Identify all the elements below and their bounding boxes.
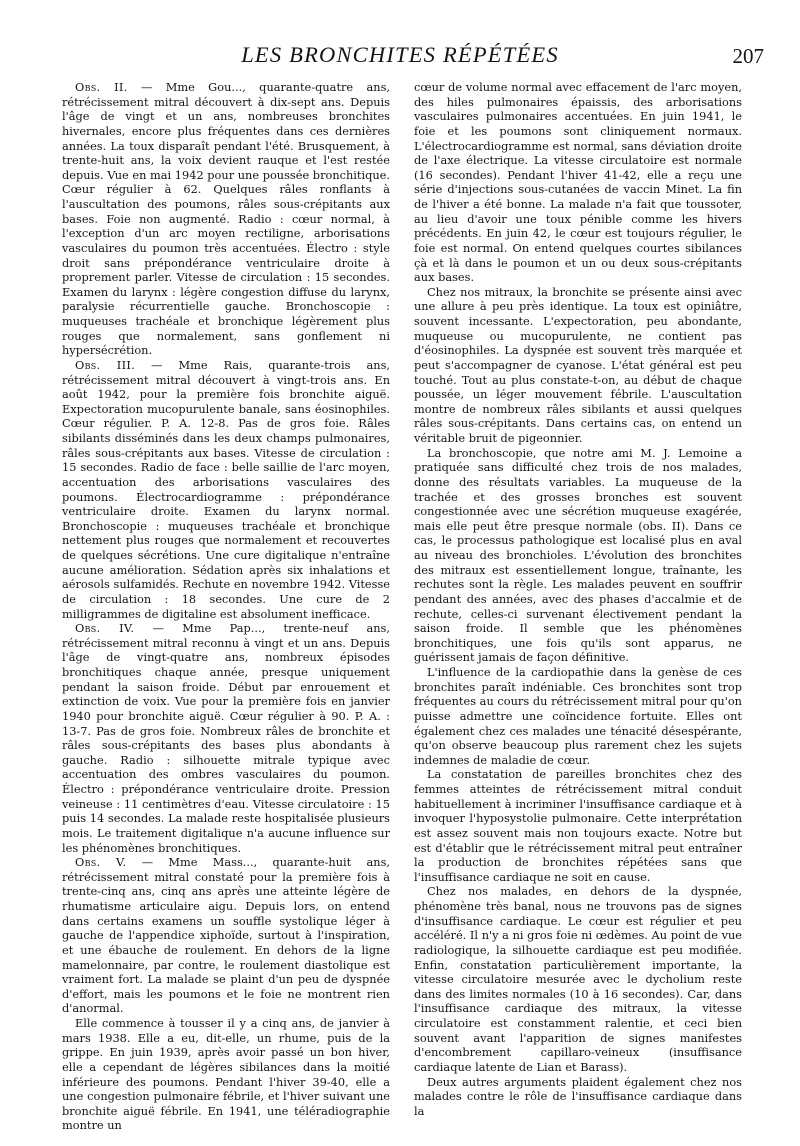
paragraph-text: Elle commence à tousser il y a cinq ans, de janvier à mars 1938. Elle a eu, dit-elle, un rhume, puis de la grippe. En juin 1939, après avoir passé un bon hiver, elle a cependant de légères sibilances dans la moitié inférieure des poumons. Pendant l'hiver 39-40, elle a une congestion pulmonaire fébrile, et l'hiver suivant une bronchite aiguë fébrile. En 1941, une téléradiographie montre un: [62, 1016, 390, 1133]
paragraph-influence: L'influence de la cardiopathie dans la genèse de ces bronchites paraît indéniable. Ces bronchites sont trop fréquentes au cours du rétrécissement mitral pour qu'on puisse admettre une coïncidence fortuite. Elles ont également chez ces malades une ténacité désespérante, qu'on observe beaucoup plus rarement chez les sujets indemnes de maladie de cœur.: [414, 665, 742, 767]
paragraph-text: — Mme Gou..., quarante-quatre ans, rétrécissement mitral découvert à dix-sept ans. Depuis l'âge de vingt et un ans, nombreuses bronchites hivernales, encore plus fréquentes dans ces dernières années. La toux disparaît pendant l'été. Brusquement, à trente-huit ans, la voix devient rauque et l'est restée depuis. Vue en mai 1942 pour une poussée bronchitique. Cœur régulier à 62. Quelques râles ronflants à l'auscultation des poumons, râles sous-crépitants aux bases. Foie non augmenté. Radio : cœur normal, à l'exception d'un arc moyen rectiligne, arborisations vasculaires du poumon très accentuées. Électro : style droit sans prépondérance ventriculaire droite à proprement parler. Vitesse de circulation : 15 secondes. Examen du larynx : légère congestion diffuse du larynx, paralysie récurrentielle gauche. Bronchoscopie : muqueuses trachéale et bronchique légèrement plus rouges que normalement, sans gonflement ni hypersécrétion.: [62, 80, 391, 358]
paragraph-obs-5-cont: [62, 1016, 390, 1133]
observation-label: Obs. V.: [75, 855, 127, 870]
paragraph-text: — Mme Pap..., trente-neuf ans, rétrécissement mitral reconnu à vingt et un ans. Depuis l'âge de vingt-quatre ans, nombreux épisodes bronchitiques chaque année, presque uniquement pendant la saison froide. Début par enrouement et extinction de voix. Vue pour la première fois en janvier 1940 pour bronchite aiguë. Cœur régulier à 90. P. A. : 13-7. Pas de gros foie. Nombreux râles de bronchite et râles sous-crépitants des bases plus abondants à gauche. Radio : silhouette mitrale typique avec accentuation des ombres vasculaires du poumon. Électro : prépondérance ventriculaire droite. Pression veineuse : 11 centimètres d'eau. Vitesse circulatoire : 15 puis 14 secondes. La malade reste hospitalisée plusieurs mois. Le traitement digitalique n'a aucune influence sur les phénomènes bronchitiques.: [62, 621, 390, 855]
page-number: 207: [732, 44, 764, 68]
paragraph-text: — Mme Rais, quarante-trois ans, rétrécissement mitral découvert à vingt-trois ans. En août 1942, pour la première fois bronchite aiguë. Expectoration mucopurulente banale, sans éosinophiles. Cœur régulier. P. A. 12-8. Pas de gros foie. Râles sibilants disséminés dans les deux champs pulmonaires, râles sous-crépitants aux bases. Vitesse de circulation : 15 secondes. Radio de face : belle saillie de l'arc moyen, accentuation des arborisations vasculaires des poumons. Électrocardiogramme : prépondérance ventriculaire droite. Examen du larynx normal. Bronchoscopie : muqueuses trachéale et bronchique nettement plus rouges que normalement et recouvertes de quelques sécrétions. Une cure digitalique n'entraîne aucune amélioration. Sédation après six inhalations et aérosols sulfamidés. Rechute en novembre 1942. Vitesse de circulation : 18 secondes. Une cure de 2 milligrammes de digitaline est absolument inefficace.: [62, 357, 390, 621]
paragraph-constatation: La constatation de pareilles bronchites chez des femmes atteintes de rétrécissement mitral conduit habituellement à incriminer l'insuffisance cardiaque et à invoquer l'hyposystolie pulmonaire. Cette interprétation est assez souvent mais non toujours exacte. Notre but est d'établir que le rétrécissement mitral peut entraîner la production de bronchites répétées sans que l'insuffisance cardiaque ne soit en cause.: [414, 767, 742, 884]
paragraph-arguments: Deux autres arguments plaident également chez nos malades contre le rôle de l'insuffisance cardiaque dans la: [414, 1074, 742, 1118]
left-column: [62, 80, 390, 1133]
text-columns: [62, 80, 742, 1133]
right-column: [414, 80, 742, 1133]
paragraph-obs-2: [62, 80, 390, 358]
observation-label: Obs. IV.: [75, 621, 135, 636]
paragraph-continuation: cœur de volume normal avec effacement de l'arc moyen, des hiles pulmonaires épaissis, des arborisations vasculaires pulmonaires accentuées. En juin 1941, le foie et les poumons sont cliniquement normaux. L'électrocardiogramme est normal, sans déviation droite de l'axe électrique. La vitesse circulatoire est normale (16 secondes). Pendant l'hiver 41-42, elle a reçu une série d'injections sous-cutanées de vaccin Minet. La fin de l'hiver a été bonne. La malade n'a fait que toussoter, au lieu d'avoir une toux pénible comme les hivers précédents. En juin 42, le cœur est toujours régulier, le foie est normal. On entend quelques courtes sibilances çà et là dans le poumon et un ou deux sous-crépitants aux bases.: [414, 80, 742, 285]
running-title: LES BRONCHITES RÉPÉTÉES: [241, 42, 559, 67]
paragraph-bronchoscopy: La bronchoscopie, que notre ami M. J. Lemoine a pratiquée sans difficulté chez trois de nos malades, donne des résultats variables. La muqueuse de la trachée et des grosses bronches est souvent congestionnée avec une sécrétion muqueuse exagérée, mais elle peut être presque normale (obs. II). Dans ce cas, le processus pathologique est localisé plus en aval au niveau des bronchioles. L'évolution des bronchites des mitraux est essentiellement longue, traînante, les rechutes sont la règle. Les malades peuvent en souffrir pendant des années, avec des phases d'accalmie et de rechute, celles-ci survenant électivement pendant la saison froide. Il semble que les phénomènes bronchitiques, une fois qu'ils sont apparus, ne guérissent jamais de façon définitive.: [414, 445, 742, 665]
paragraph-signs: Chez nos malades, en dehors de la dyspnée, phénomène très banal, nous ne trouvons pas de signes d'insuffisance cardiaque. Le cœur est régulier et peu accéléré. Il n'y a ni gros foie ni œdèmes. Au point de vue radiologique, la silhouette cardiaque est peu modifiée. Enfin, constatation particulièrement importante, la vitesse circulatoire mesurée avec le dycholium reste dans des limites normales (10 à 16 secondes). Car, dans l'insuffisance cardiaque des mitraux, la vitesse circulatoire est constamment ralentie, et ceci bien souvent avant l'apparition de signes manifestes d'encombrement capillaro-veineux (insuffisance cardiaque latente de Lian et Barass).: [414, 884, 742, 1074]
paragraph-obs-5: [62, 855, 390, 1016]
paragraph-obs-3: [62, 358, 390, 621]
observation-label: Obs. II.: [75, 80, 128, 94]
paragraph-presentation: Chez nos mitraux, la bronchite se présente ainsi avec une allure à peu près identique. La toux est opiniâtre, souvent incessante. L'expectoration, peu abondante, muqueuse ou mucopurulente, ne contient pas d'éosinophiles. La dyspnée est souvent très marquée et peut s'accompagner de cyanose. L'état général est peu touché. Tout au plus constate-t-on, au début de chaque poussée, un léger mouvement fébrile. L'auscultation montre de nombreux râles sibilants et aussi quelques râles sous-crépitants. Dans certains cas, on entend un véritable bruit de pigeonnier.: [414, 284, 742, 445]
observation-label: Obs. III.: [75, 357, 136, 372]
paragraph-obs-4: [62, 621, 390, 855]
paragraph-text: — Mme Mass..., quarante-huit ans, rétrécissement mitral constaté pour la première fois à trente-cinq ans, cinq ans après une atteinte légère de rhumatisme articulaire aigu. Depuis lors, on entend dans certains examens un souffle systolique léger à gauche de l'appendice xiphoïde, surtout à l'inspiration, et une ébauche de roulement. En dehors de la ligne mamelonnaire, par contre, le roulement diastolique est vraiment fort. La malade se plaint d'un peu de dyspnée d'effort, mais les poumons et le foie ne montrent rien d'anormal.: [62, 855, 390, 1016]
page-header: [0, 42, 800, 72]
